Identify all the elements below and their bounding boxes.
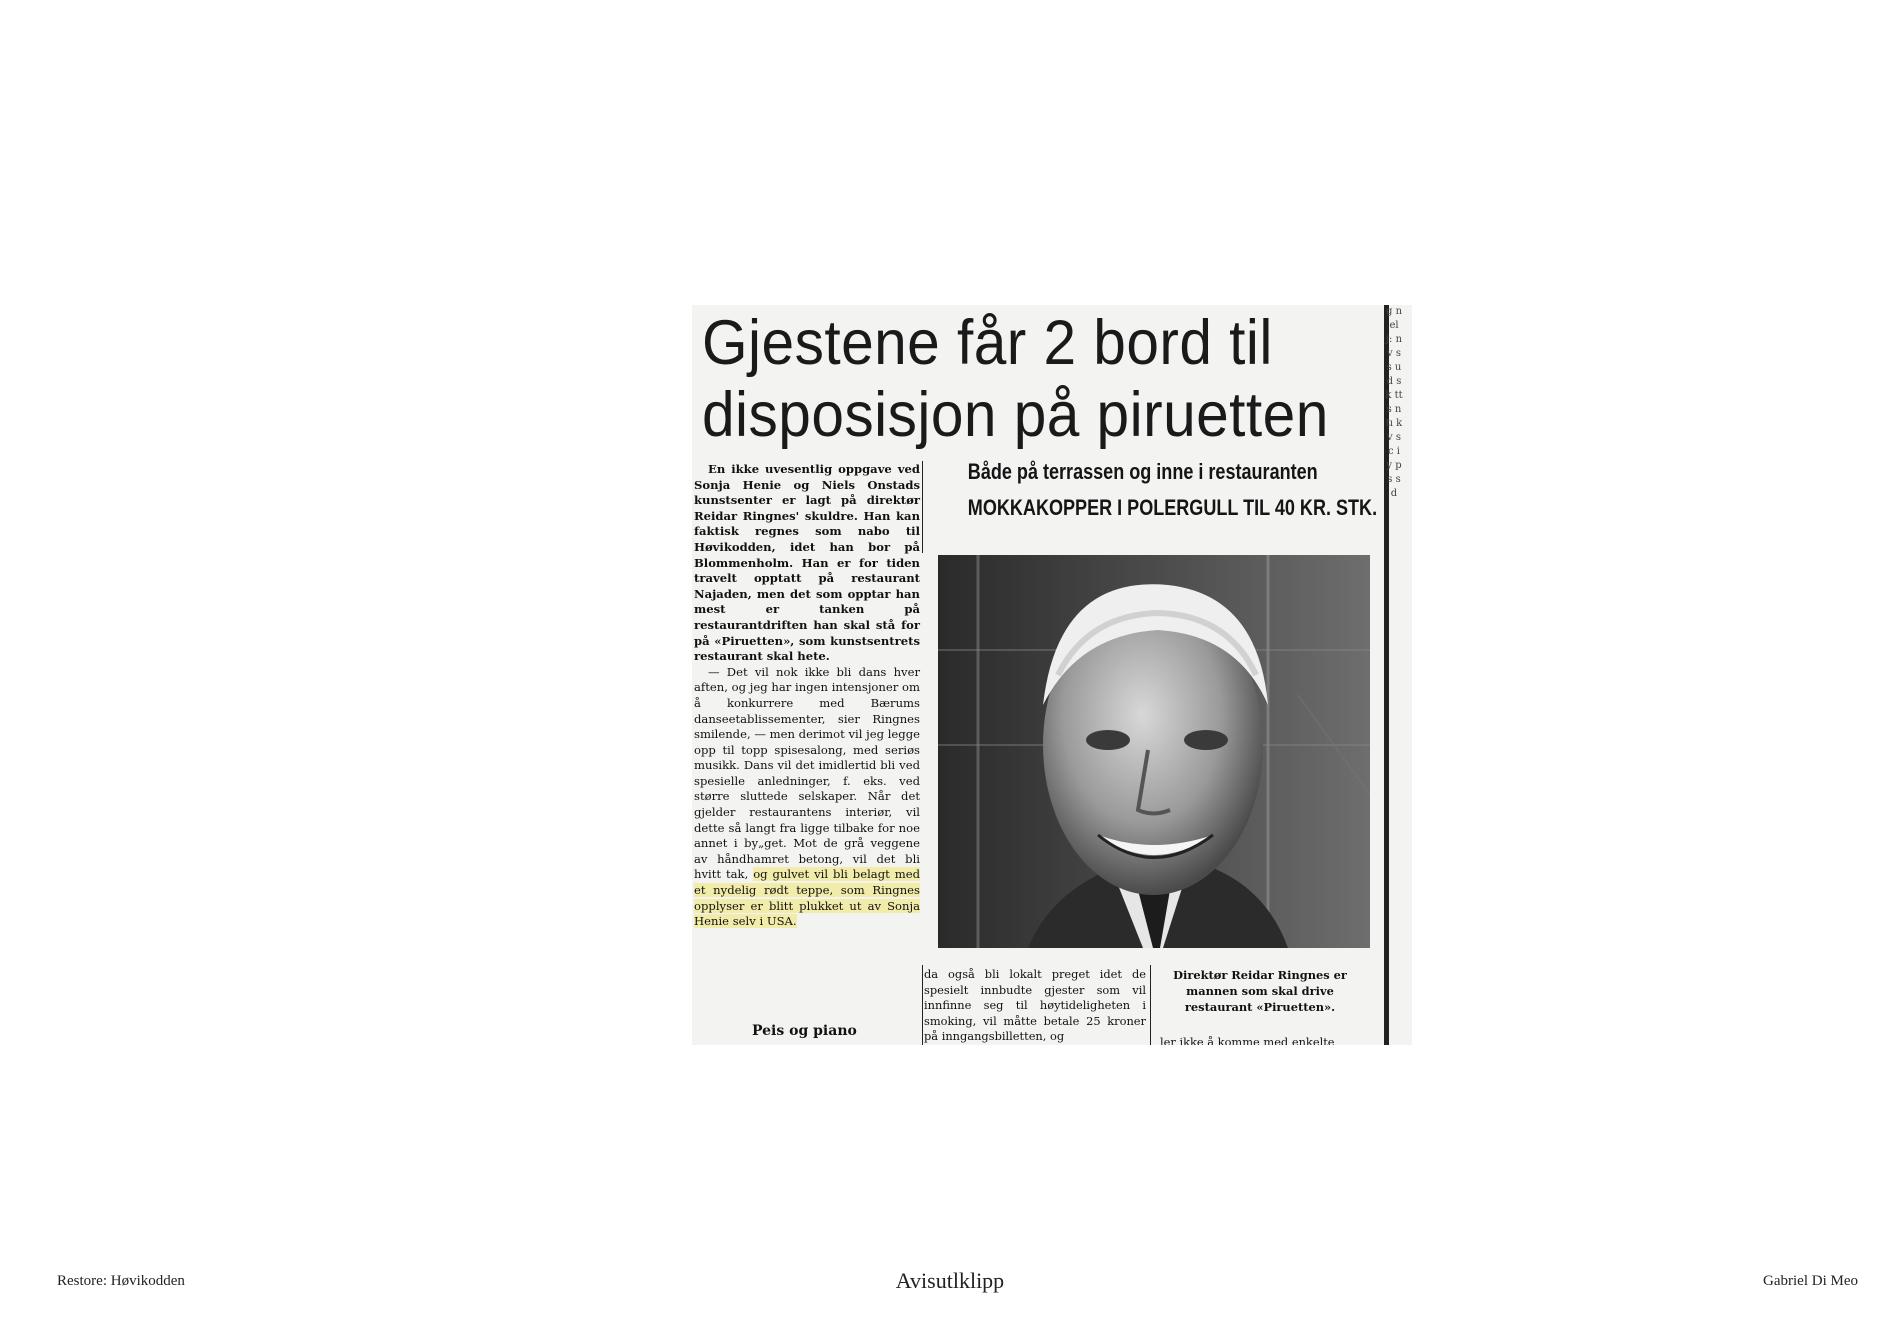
footer-page-title: Avisutlklipp [895,1268,1005,1293]
headline-line-2: disposisjon på piruetten [702,380,1329,450]
subhead-line-2: MOKKAKOPPER I POLERGULL TIL 40 KR. STK. [967,495,1378,520]
newspaper-clipping [692,305,1412,1045]
lead-paragraph: En ikke uvesentlig oppgave ved Sonja Henie og Niels Onstads kunstsenter er lagt på direktør Reidar Ringnes' skuldre. Han kan faktisk regnes som nabo til Høvikodden, idet han bor på Blommenholm. Han er for tiden travelt opptatt på restaurant Najaden, men det som opptar han mest er tanken på restaurantdriften han skal stå for på «Piruetten», som kunstsentrets restaurant skal hete. [694,462,920,664]
footer-project-label: Restore: Høvikodden [57,1273,185,1289]
adjacent-column-edge: g n el j: n v s s u d s k tt s n tı k v s c i y p s s d [1385,306,1403,499]
column-rule-bottom-mid [1150,965,1151,1045]
footer-author: Gabriel Di Meo [1763,1273,1858,1289]
body-text: — Det vil nok ikke bli dans hver aften, og jeg har ingen intensjoner om å konkurrere med Bærums danseetablissementer, sier Ringnes smilende, — men derimot vil jeg legge opp til topp spisesalong, med seriøs musikk. Dans vil det imidlertid bli ved spesielle anledninger, f. eks. ved større sluttede selskaper. Når det gjelder restaurantens interiør, vil dette så langt fra ligge tilbake for noe annet i by„get. Mot de grå veggene av håndhamret betong, vil det bli hvitt tak, [694,664,920,882]
subheading-peis: Peis og piano [752,1023,857,1039]
portrait-photo-graphic [938,555,1370,948]
portrait-photo [938,555,1370,948]
photo-caption: Direktør Reidar Ringnes er mannen som skal drive restaurant «Piruetten». [1173,968,1347,1014]
body-paragraph [694,665,920,930]
column-rule-left [922,461,923,553]
subhead-line-1: Både på terrassen og inne i restauranten [967,459,1318,484]
headline [702,307,1330,451]
column-rule-bottom-left [922,965,923,1045]
middle-column: da også bli lokalt preget idet de spesielt innbudte gjester som vil innfinne seg til høytideligheten i smoking, vil måtte betale 25 kroner på inngangsbilletten, og [924,967,1146,1044]
highlighted-text: og gulvet vil bli belagt med et nydelig rødt teppe, som Ringnes opplyser er blitt plukket ut av Sonja Henie selv i USA. [694,867,920,929]
headline-line-1: Gjestene får 2 bord til [702,308,1273,378]
cut-off-column: ler ikke å komme med enkelte [1160,1035,1335,1045]
left-column [694,462,920,930]
